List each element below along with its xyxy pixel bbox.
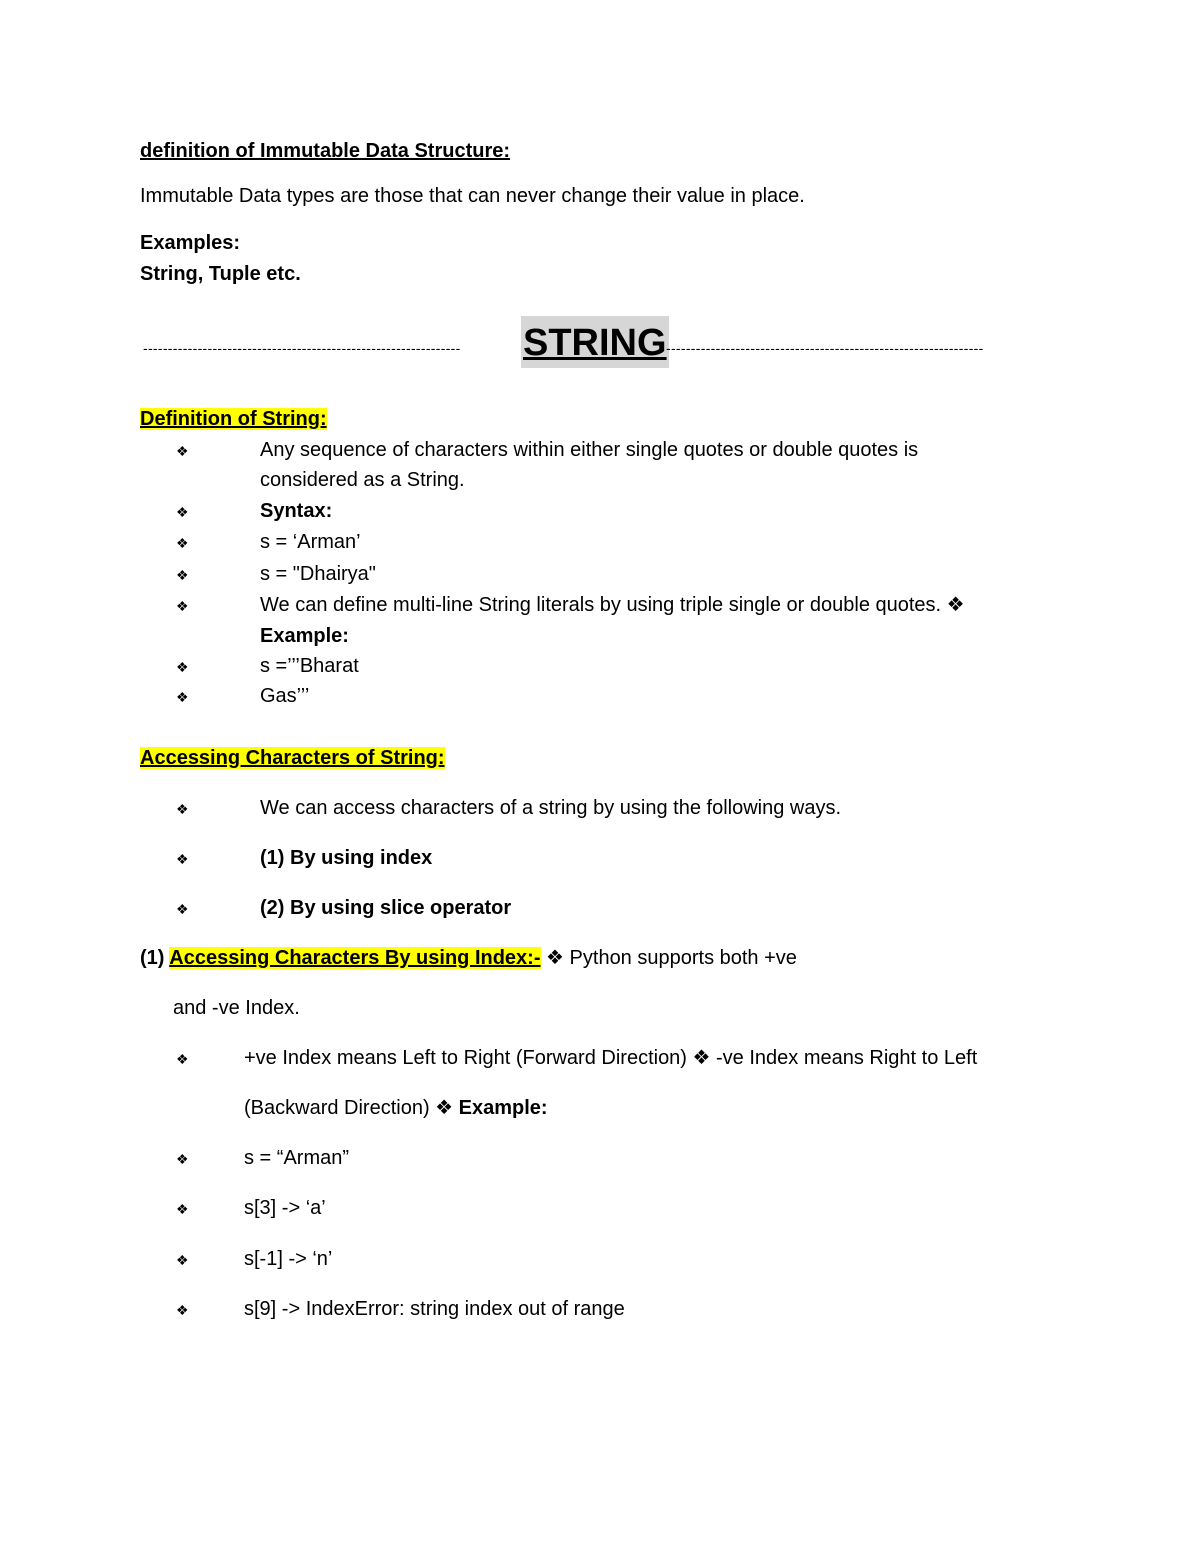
list-item: considered as a String.	[260, 469, 465, 491]
list-item: +ve Index means Left to Right (Forward Direction) ❖ -ve Index means Right to Left	[244, 1047, 978, 1069]
diamond-bullet-icon: ❖	[176, 901, 189, 917]
dashes-left: ----------------------------------------------------------------	[143, 340, 461, 356]
dashes-right: ----------------------------------------------------------------	[666, 340, 984, 356]
diamond-bullet-icon: ❖	[176, 504, 189, 520]
diamond-bullet-icon: ❖	[176, 659, 189, 675]
diamond-bullet-icon: ❖	[176, 567, 189, 583]
string-banner-title: STRING	[521, 316, 669, 368]
diamond-bullet-icon: ❖	[176, 1252, 189, 1268]
examples-label: Examples:	[140, 232, 241, 254]
diamond-bullet-icon: ❖	[176, 689, 189, 705]
intro-text: Immutable Data types are those that can never change their value in place.	[140, 185, 805, 207]
list-item: (2) By using slice operator	[260, 897, 512, 919]
diamond-bullet-icon: ❖	[176, 598, 189, 614]
list-item: Example:	[260, 625, 349, 647]
list-item: s[3] -> ‘a’	[244, 1197, 326, 1219]
examples-value: String, Tuple etc.	[140, 263, 301, 285]
diamond-bullet-icon: ❖	[176, 1051, 189, 1067]
list-item: Gas’’’	[260, 685, 310, 707]
list-item: (Backward Direction) ❖ Example:	[244, 1097, 548, 1119]
index-section-continuation: and -ve Index.	[173, 997, 300, 1019]
diamond-bullet-icon: ❖	[176, 1302, 189, 1318]
list-item: Any sequence of characters within either single quotes or double quotes is	[260, 439, 919, 461]
list-item: s[-1] -> ‘n’	[244, 1248, 333, 1270]
intro-heading: definition of Immutable Data Structure:	[140, 140, 511, 162]
diamond-bullet-icon: ❖	[176, 535, 189, 551]
list-item: s = "Dhairya"	[260, 563, 376, 585]
list-item: (1) By using index	[260, 847, 433, 869]
access-heading: Accessing Characters of String:	[140, 747, 445, 769]
diamond-bullet-icon: ❖	[176, 1201, 189, 1217]
list-item: s =’’’Bharat	[260, 655, 359, 677]
def-string-heading: Definition of String:	[140, 408, 327, 430]
list-item: We can access characters of a string by using the following ways.	[260, 797, 842, 819]
list-item: s = “Arman”	[244, 1147, 350, 1169]
list-item: s = ‘Arman’	[260, 531, 361, 553]
diamond-bullet-icon: ❖	[176, 1151, 189, 1167]
index-section-line: (1) Accessing Characters By using Index:- ❖ Python supports both +ve	[140, 947, 797, 969]
list-item: We can define multi-line String literals by using triple single or double quotes. ❖	[260, 594, 965, 616]
diamond-bullet-icon: ❖	[176, 851, 189, 867]
diamond-bullet-icon: ❖	[176, 443, 189, 459]
list-item: s[9] -> IndexError: string index out of range	[244, 1298, 625, 1320]
list-item: Syntax:	[260, 500, 333, 522]
diamond-bullet-icon: ❖	[176, 801, 189, 817]
